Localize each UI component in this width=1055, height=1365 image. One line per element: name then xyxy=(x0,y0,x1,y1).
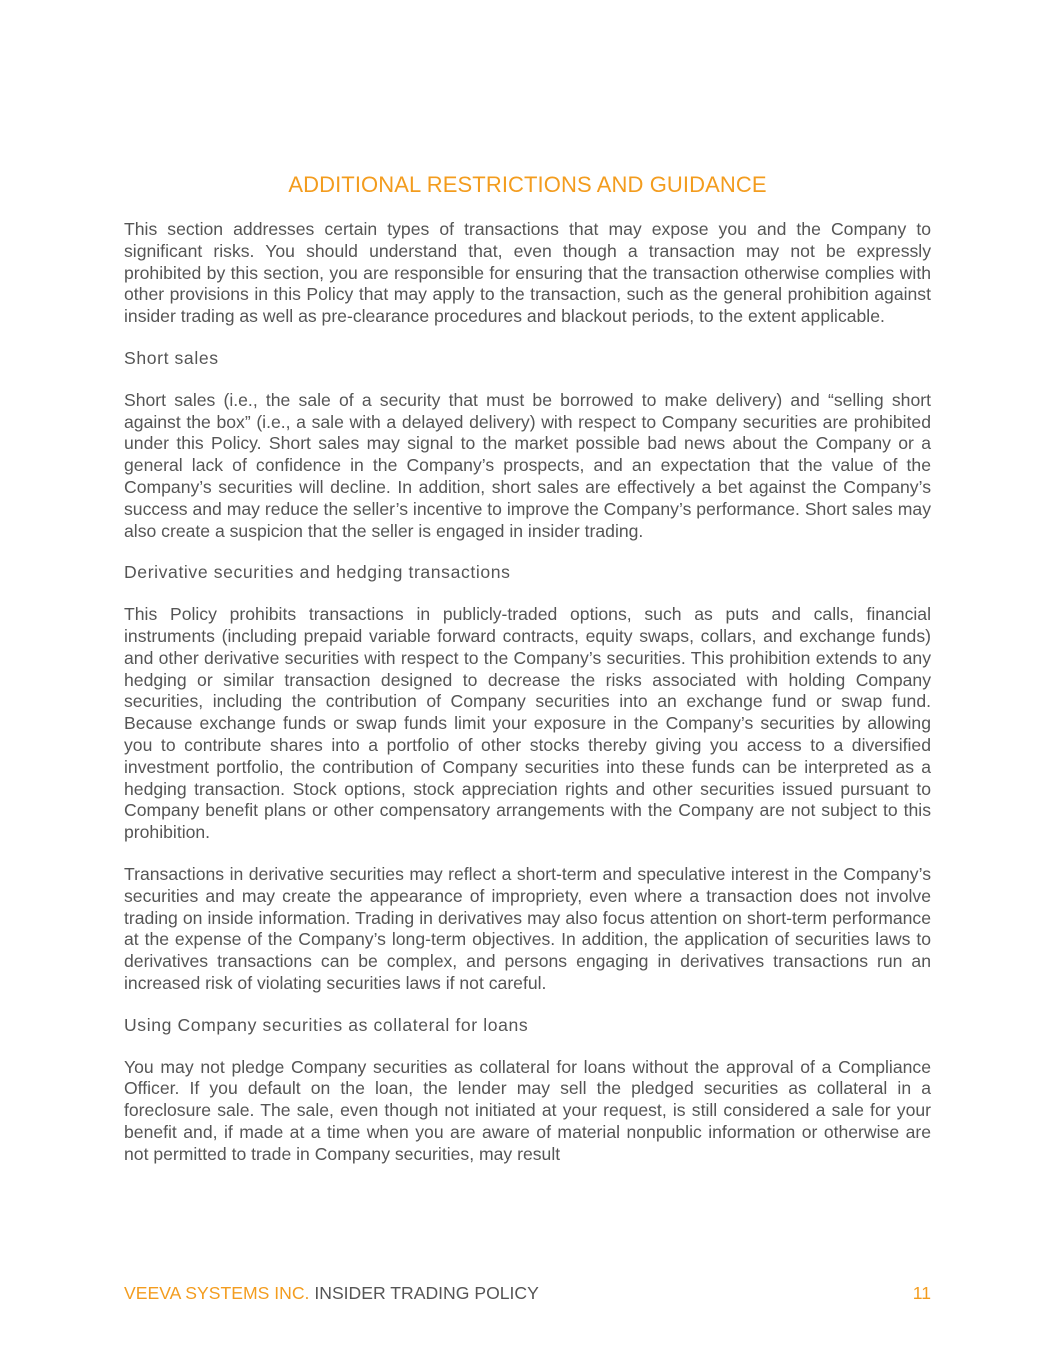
page-number: 11 xyxy=(912,1283,931,1303)
page-footer xyxy=(124,1282,931,1304)
derivatives-paragraph-2: Transactions in derivative securities may reflect a short-term and speculative interest in the Company’s securities and may create the appearance of impropriety, even where a transaction does not involve trading on inside information. Trading in derivatives may also focus attention on short-term performance at the expense of the Company’s long-term objectives. In addition, the application of securities laws to derivatives transactions can be complex, and persons engaging in derivatives transactions run an increased risk of violating securities laws if not careful. xyxy=(124,863,931,993)
section-heading-short-sales: Short sales xyxy=(124,347,219,368)
intro-paragraph: This section addresses certain types of transactions that may expose you and the Company to significant risks. You should understand that, even though a transaction may not be expressly prohibited by this section, you are responsible for ensuring that the transaction otherwise complies with other provisions in this Policy that may apply to the transaction, such as the general prohibition against insider trading as well as pre-clearance procedures and blackout periods, to the extent applicable. xyxy=(124,219,931,327)
section-heading-collateral: Using Company securities as collateral for loans xyxy=(124,1014,529,1035)
footer-document-title: INSIDER TRADING POLICY xyxy=(314,1283,539,1303)
footer-company-name: VEEVA SYSTEMS INC. xyxy=(124,1283,310,1303)
collateral-paragraph: You may not pledge Company securities as collateral for loans without the approval of a Compliance Officer. If you default on the loan, the lender may sell the pledged securities as collateral in a foreclosure sale. The sale, even though not initiated at your request, is still considered a sale for your benefit and, if made at a time when you are aware of material nonpublic information or otherwise are not permitted to trade in Company securities, may result xyxy=(124,1056,931,1164)
page-content xyxy=(124,219,931,1185)
short-sales-paragraph: Short sales (i.e., the sale of a security that must be borrowed to make delivery) and “selling short against the box” (i.e., a sale with a delayed delivery) with respect to Company securities are prohibited under this Policy. Short sales may signal to the market possible bad news about the Company or a general lack of confidence in the Company’s prospects, and an expectation that the value of the Company’s securities will decline. In addition, short sales are effectively a bet against the Company’s success and may reduce the seller’s incentive to improve the Company’s performance. Short sales may also create a suspicion that the seller is engaged in insider trading. xyxy=(124,389,931,541)
section-heading-derivatives: Derivative securities and hedging transactions xyxy=(124,562,511,583)
document-page xyxy=(124,0,931,1365)
derivatives-paragraph-1: This Policy prohibits transactions in publicly-traded options, such as puts and calls, financial instruments (including prepaid variable forward contracts, equity swaps, collars, and exchange funds) and other derivative securities with respect to the Company’s securities. This prohibition extends to any hedging or similar transaction designed to decrease the risks associated with holding Company securities, including the contribution of Company securities into an exchange fund or swap fund. Because exchange funds or swap funds limit your exposure in the Company’s securities by allowing you to contribute shares into a portfolio of other stocks thereby giving you access to a diversified investment portfolio, the contribution of Company securities into these funds can be interpreted as a hedging transaction. Stock options, stock appreciation rights and other securities issued pursuant to Company benefit plans or other compensatory arrangements with the Company are not subject to this prohibition. xyxy=(124,604,931,843)
page-title: ADDITIONAL RESTRICTIONS AND GUIDANCE xyxy=(288,172,767,197)
